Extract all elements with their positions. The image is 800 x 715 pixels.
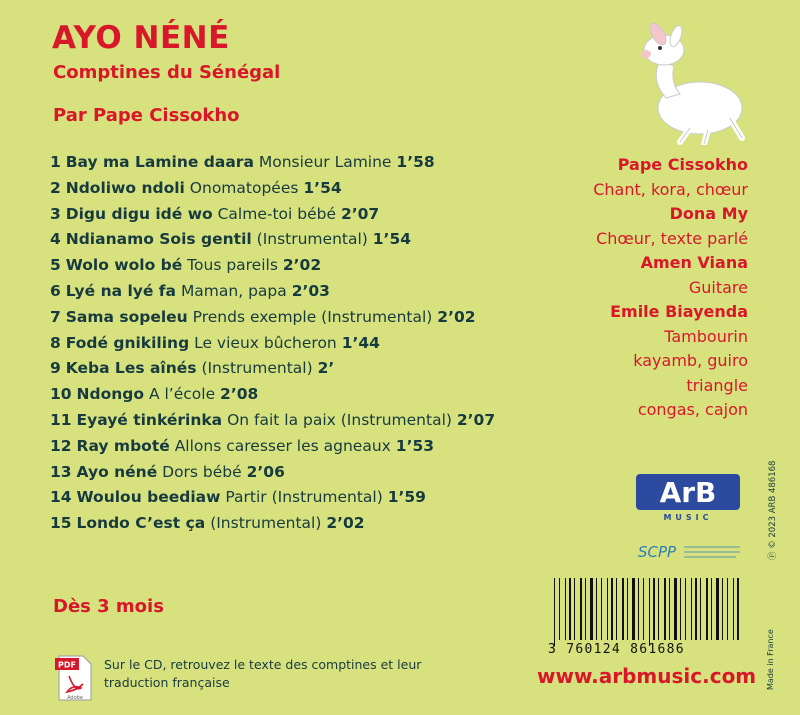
- barcode-bar: [664, 578, 666, 640]
- barcode-bar: [554, 578, 555, 646]
- credit-name: Amen Viana: [640, 253, 748, 272]
- svg-text:PDF: PDF: [58, 660, 76, 670]
- barcode-bar: [590, 578, 593, 640]
- lamb-illustration: [630, 20, 750, 145]
- barcode-bar: [627, 578, 628, 640]
- credit-role: Chant, kora, chœur: [593, 179, 748, 199]
- track-row: 9 Keba Les aînés (Instrumental) 2’: [50, 359, 335, 378]
- barcode-bar: [653, 578, 655, 640]
- track-row: 7 Sama sopeleu Prends exemple (Instrumental) 2’02: [50, 307, 476, 326]
- track-row: 12 Ray mboté Allons caresser les agneaux 1’53: [50, 436, 435, 455]
- track-row: 13 Ayo néné Dors bébé 2’06: [50, 462, 285, 481]
- page-title: AYO NÉNÉ: [52, 20, 230, 56]
- track-row: 14 Woulou beediaw Partir (Instrumental) 1’59: [50, 488, 426, 507]
- track-row: 1 Bay ma Lamine daara Monsieur Lamine 1’58: [50, 153, 435, 171]
- barcode-bar: [559, 578, 560, 640]
- barcode-bar: [569, 578, 571, 640]
- barcode-bar: [596, 578, 597, 640]
- pdf-note-text: Sur le CD, retrouvez le texte des comptines et leur traduction française: [104, 657, 422, 690]
- credit-role: kayamb, guiro: [633, 351, 748, 370]
- logo-subtext: MUSIC: [663, 513, 713, 522]
- credits: [548, 153, 748, 423]
- credit-role: congas, cajon: [637, 400, 748, 419]
- barcode-bar: [695, 578, 697, 640]
- track-list: [50, 150, 580, 537]
- barcode-bar: [733, 578, 734, 640]
- barcode-number: 3 760124 861686: [548, 642, 685, 657]
- credit-name: Dona My: [669, 204, 748, 223]
- track-row: 2 Ndoliwo ndoli Onomatopées 1’54: [50, 178, 342, 197]
- barcode-bar: [722, 578, 723, 640]
- barcode-bar: [638, 578, 639, 640]
- barcode-bar: [649, 578, 650, 646]
- track-row: 5 Wolo wolo bé Tous pareils 2’02: [50, 256, 322, 275]
- scpp-text: SCPP: [638, 543, 677, 561]
- barcode-bar: [685, 578, 686, 640]
- barcode-bar: [585, 578, 586, 640]
- track-row: 10 Ndongo A l’école 2’08: [50, 385, 259, 404]
- arb-music-logo: [636, 474, 740, 522]
- barcode-bar: [691, 578, 692, 640]
- scpp-logo: [636, 535, 746, 569]
- barcode-bar: [700, 578, 701, 640]
- barcode-bar: [737, 578, 739, 640]
- catalog-number: Ⓟ © 2023 ARB 486168: [768, 460, 778, 560]
- track-row: 3 Digu digu idé wo Calme-toi bébé 2’07: [50, 204, 380, 223]
- barcode-bar: [580, 578, 582, 640]
- barcode-bar: [727, 578, 728, 640]
- byline: Par Pape Cissokho: [53, 105, 240, 126]
- credit-role: Guitare: [688, 277, 748, 297]
- barcode-bar: [611, 578, 613, 640]
- barcode-bar: [616, 578, 617, 640]
- barcode-bar: [622, 578, 624, 640]
- svg-text:Adobe: Adobe: [67, 695, 83, 701]
- credit-name: Emile Biayenda: [610, 302, 748, 321]
- credit-name: Pape Cissokho: [617, 155, 748, 174]
- barcode-bar: [669, 578, 670, 640]
- logo-text: ArB: [659, 476, 717, 509]
- made-in-label: Made in France: [766, 629, 775, 690]
- barcode-bar: [711, 578, 712, 640]
- credit-role: triangle: [686, 375, 748, 395]
- barcode-bar: [706, 578, 708, 640]
- track-row: 11 Eyayé tinkérinka On fait la paix (Instrumental) 2’07: [50, 410, 496, 429]
- track-row: 8 Fodé gnikiling Le vieux bûcheron 1’44: [50, 333, 380, 352]
- barcode-bar: [658, 578, 659, 640]
- page-subtitle: Comptines du Sénégal: [53, 62, 281, 83]
- website-url: www.arbmusic.com: [537, 664, 757, 688]
- barcode-bar: [674, 578, 677, 640]
- barcode-bar: [680, 578, 681, 640]
- track-row: 6 Lyé na lyé fa Maman, papa 2’03: [50, 281, 330, 300]
- barcode-bar: [643, 578, 644, 640]
- barcode-bar: [601, 578, 602, 640]
- track-row: 15 Londo C’est ça (Instrumental) 2’02: [50, 514, 365, 533]
- barcode-bar: [565, 578, 566, 640]
- pdf-icon: [55, 654, 95, 702]
- barcode-bar: [632, 578, 635, 640]
- track-row: 4 Ndianamo Sois gentil (Instrumental) 1’54: [50, 230, 412, 249]
- barcode-bar: [607, 578, 608, 640]
- barcode-bar: [574, 578, 575, 640]
- pdf-note: [55, 654, 475, 704]
- barcode-bar: [716, 578, 719, 640]
- credit-role: Chœur, texte parlé: [596, 228, 748, 248]
- age-label: Dès 3 mois: [53, 596, 164, 617]
- credit-role: Tambourin: [664, 326, 748, 346]
- barcode: [552, 578, 746, 646]
